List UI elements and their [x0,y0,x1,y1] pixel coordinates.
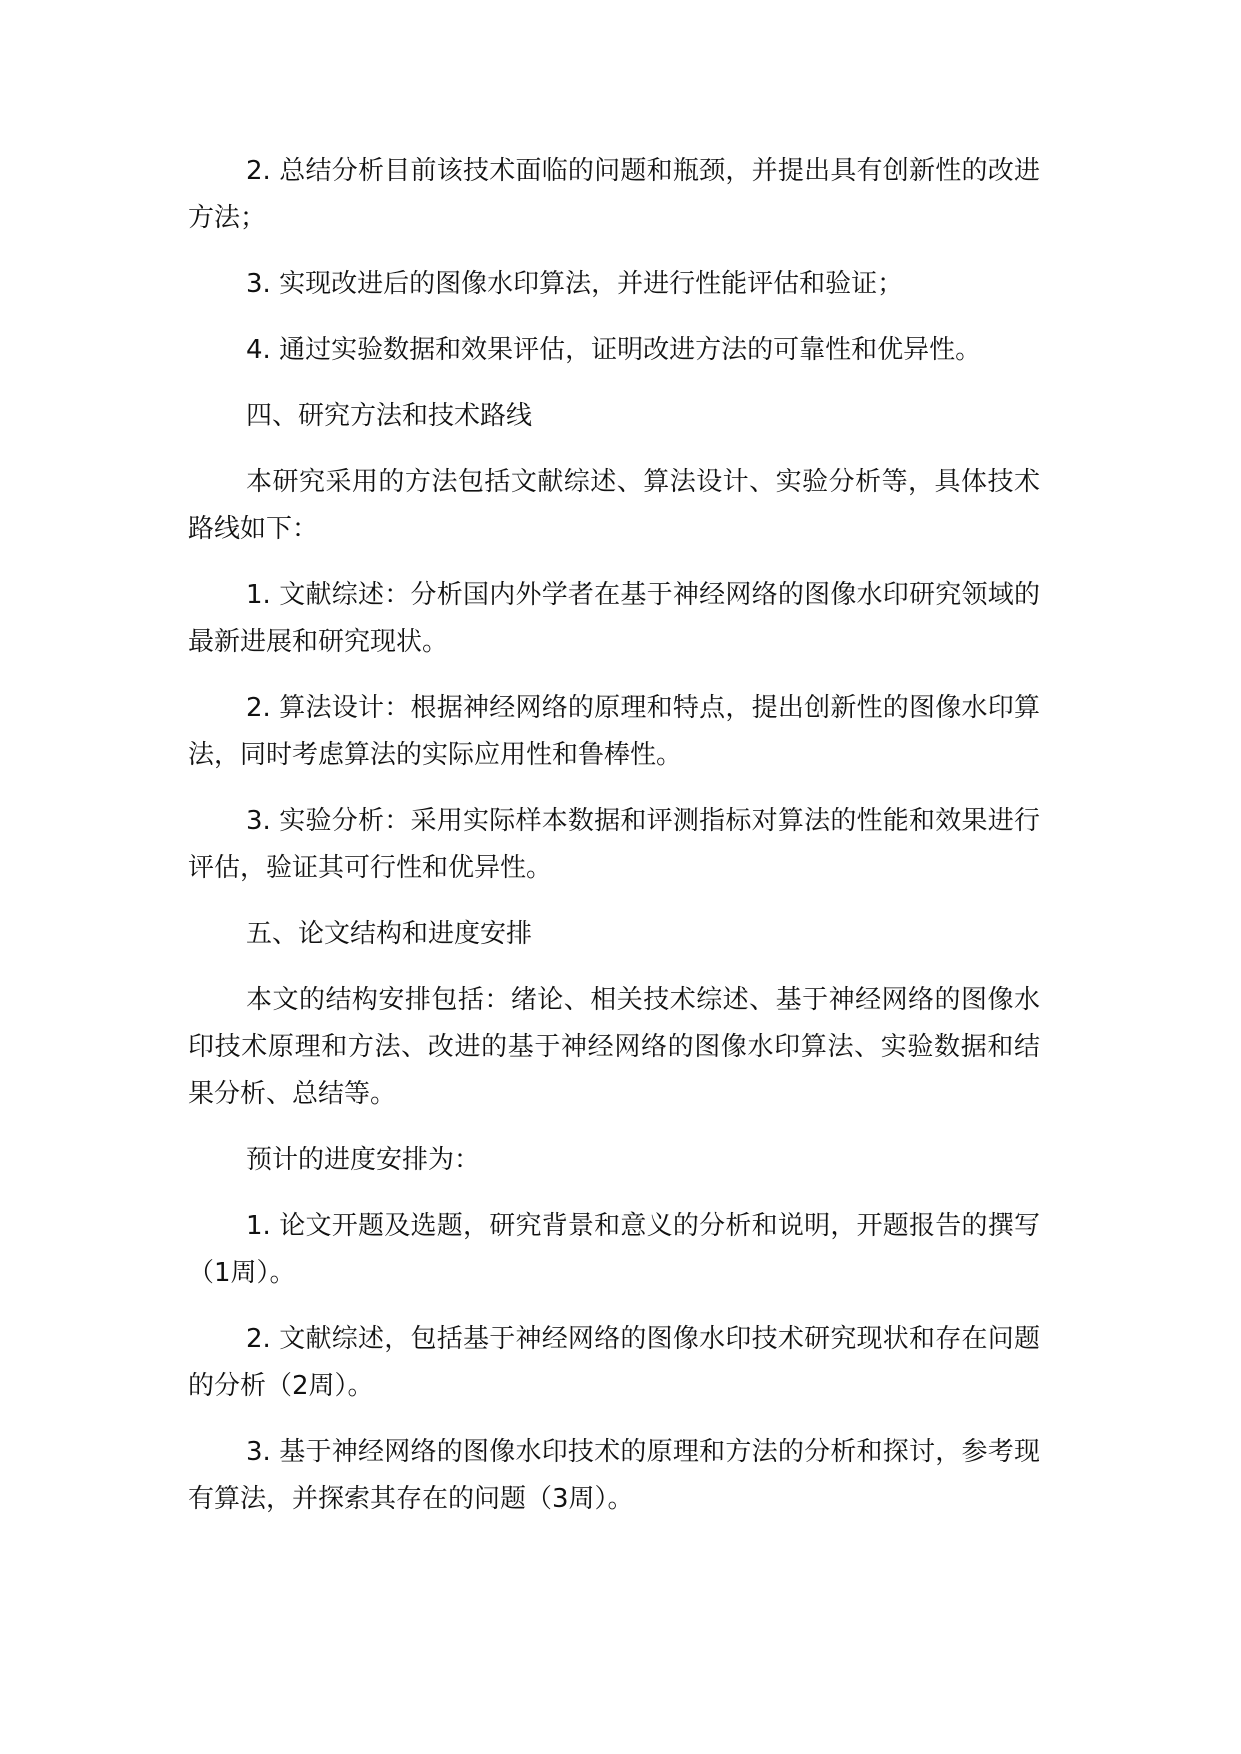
paragraph-schedule-2: 2. 文献综述，包括基于神经网络的图像水印技术研究现状和存在问题的分析（2周）。 [188,1324,1040,1401]
document-body [188,148,1040,1542]
paragraph-goal-2: 2. 总结分析目前该技术面临的问题和瓶颈，并提出具有创新性的改进方法； [188,156,1040,233]
paragraph-schedule-3: 3. 基于神经网络的图像水印技术的原理和方法的分析和探讨，参考现有算法，并探索其存在的问题（3周）。 [188,1437,1040,1514]
paragraph-schedule-intro: 预计的进度安排为： [246,1145,481,1175]
paragraph-schedule-1: 1. 论文开题及选题，研究背景和意义的分析和说明，开题报告的撰写（1周）。 [188,1211,1040,1288]
paragraph-method-experiment: 3. 实验分析：采用实际样本数据和评测指标对算法的性能和效果进行评估，验证其可行性和优异性。 [188,806,1040,883]
section-heading-structure: 五、论文结构和进度安排 [246,919,533,949]
section-heading-methods: 四、研究方法和技术路线 [246,401,533,431]
paragraph-method-literature: 1. 文献综述：分析国内外学者在基于神经网络的图像水印研究领域的最新进展和研究现状。 [188,580,1040,657]
paragraph-goal-4: 4. 通过实验数据和效果评估，证明改进方法的可靠性和优异性。 [246,335,982,365]
paragraph-method-algorithm: 2. 算法设计：根据神经网络的原理和特点，提出创新性的图像水印算法，同时考虑算法的实际应用性和鲁棒性。 [188,693,1040,770]
paragraph-methods-intro: 本研究采用的方法包括文献综述、算法设计、实验分析等，具体技术路线如下： [188,467,1040,544]
paragraph-goal-3: 3. 实现改进后的图像水印算法，并进行性能评估和验证； [246,269,904,299]
paragraph-structure: 本文的结构安排包括：绪论、相关技术综述、基于神经网络的图像水印技术原理和方法、改进的基于神经网络的图像水印算法、实验数据和结果分析、总结等。 [188,985,1040,1109]
